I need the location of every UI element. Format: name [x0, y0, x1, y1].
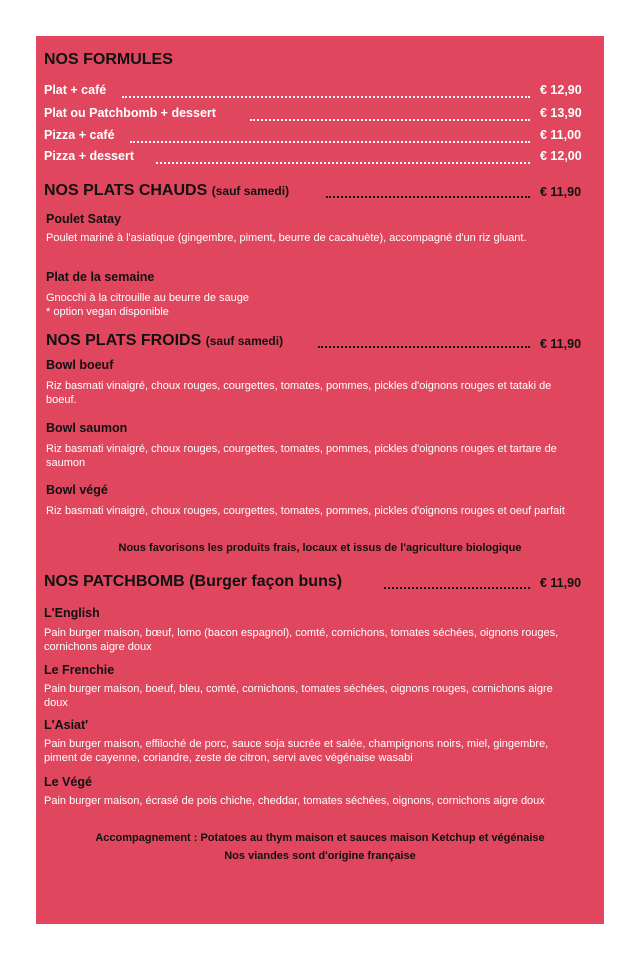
dotted-leader [326, 196, 530, 198]
formule-item-label: Plat ou Patchbomb + dessert [44, 106, 216, 120]
plats-froids-title [46, 332, 283, 350]
plats-chauds-title [44, 182, 289, 200]
formule-item-label: Pizza + café [44, 128, 115, 142]
dish-option-note: * option vegan disponible [46, 306, 169, 318]
dish-name: Plat de la semaine [46, 270, 155, 284]
dotted-leader [122, 96, 530, 98]
plats-froids-price: € 11,90 [540, 337, 582, 351]
dish-name: L'English [44, 606, 100, 620]
formule-item-label: Plat + café [44, 83, 107, 97]
accompagnement-note: Accompagnement : Potatoes au thym maison et sauces maison Ketchup et végénaise [95, 832, 545, 844]
dish-description: Poulet mariné à l'asiatique (gingembre, piment, beurre de cacahuète), accompagné d'un riz gluant. [46, 232, 527, 244]
dish-description: Pain burger maison, écrasé de pois chiche, cheddar, tomates séchées, oignons, cornichons aigre doux [44, 795, 545, 807]
bio-note: Nous favorisons les produits frais, locaux et issus de l'agriculture biologique [118, 542, 522, 554]
dotted-leader [384, 587, 530, 589]
dish-description: Riz basmati vinaigré, choux rouges, courgettes, tomates, pommes, pickles d'oignons rouges et oeuf parfait [46, 505, 565, 517]
dish-name: Le Frenchie [44, 663, 115, 677]
dish-description: Riz basmati vinaigré, choux rouges, courgettes, tomates, pommes, pickles d'oignons rouges et tataki de boeuf. [46, 380, 552, 406]
dish-description: Gnocchi à la citrouille au beurre de sauge [46, 292, 250, 304]
dish-name: Bowl saumon [46, 421, 128, 435]
menu-panel [36, 36, 604, 924]
formule-item-price: € 13,90 [540, 106, 582, 120]
patchbomb-title: NOS PATCHBOMB (Burger façon buns) [44, 573, 343, 590]
formule-item-price: € 11,00 [540, 128, 582, 142]
dish-name: Bowl boeuf [46, 358, 114, 372]
dish-description: Pain burger maison, bœuf, lomo (bacon espagnol), comté, cornichons, tomates séchées, oignons rouges, cornichons aigre doux [44, 627, 559, 653]
formules-title: NOS FORMULES [44, 51, 173, 68]
formule-item-label: Pizza + dessert [44, 149, 134, 163]
plats-chauds-heading: NOS PLATS CHAUDS [44, 182, 208, 199]
formule-item-price: € 12,90 [540, 83, 582, 97]
patchbomb-price: € 11,90 [540, 576, 582, 590]
dotted-leader [318, 346, 530, 348]
plats-froids-heading: NOS PLATS FROIDS [46, 332, 202, 349]
dish-description: Pain burger maison, effiloché de porc, sauce soja sucrée et salée, champignons noirs, miel, gingembre, piment de cayenne, coriandre, zeste de citron, servi avec végénaise wasabi [44, 738, 549, 764]
plats-chauds-price: € 11,90 [540, 185, 582, 199]
dotted-leader [250, 119, 530, 121]
dotted-leader [130, 141, 530, 143]
dish-description: Riz basmati vinaigré, choux rouges, courgettes, tomates, pommes, pickles d'oignons rouges et tartare de saumon [46, 443, 557, 469]
plats-froids-subtitle: (sauf samedi) [205, 334, 284, 348]
dotted-leader [156, 162, 530, 164]
dish-name: Bowl végé [46, 483, 108, 497]
dish-name: Poulet Satay [46, 212, 122, 226]
dish-name: L'Asiat' [44, 718, 89, 732]
origine-note: Nos viandes sont d'origine française [224, 850, 416, 862]
formule-item-price: € 12,00 [540, 149, 582, 163]
plats-chauds-subtitle: (sauf samedi) [211, 184, 290, 198]
dish-description: Pain burger maison, boeuf, bleu, comté, cornichons, tomates séchées, oignons rouges, cornichons aigre doux [44, 683, 553, 709]
dish-name: Le Végé [44, 775, 92, 789]
